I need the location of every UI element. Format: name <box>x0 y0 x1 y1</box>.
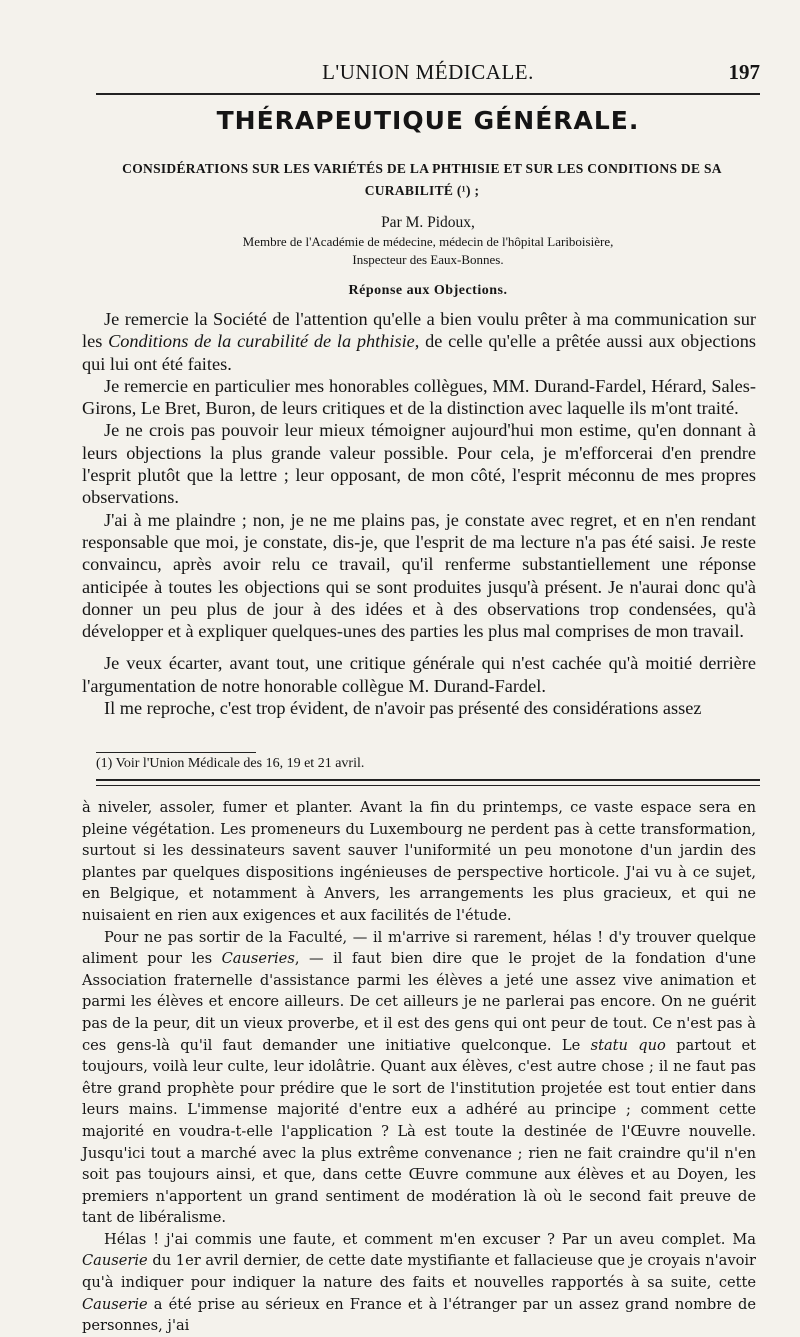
feuilleton-body <box>82 797 756 1337</box>
text-run: du 1er avril dernier, de cette date mystifiante et fallacieuse que je croyais n'avoir qu'à indiquer pour indiquer la nature des faits et nouvelles rapportés à sa suite, cette <box>82 1252 756 1292</box>
italic-title: Conditions de la curabilité de la phthisie <box>108 331 415 352</box>
author-affiliation-2: Inspecteur des Eaux-Bonnes. <box>352 252 504 267</box>
footnote-rule <box>96 752 256 753</box>
article-title-line-1: CONSIDÉRATIONS SUR LES VARIÉTÉS DE LA PHTHISIE ET SUR LES CONDITIONS DE SA <box>122 161 722 176</box>
paragraph: à niveler, assoler, fumer et planter. Avant la fin du printemps, ce vaste espace sera en pleine végétation. Les promeneurs du Luxembourg ne perdent pas à cette transformation, surtout si les dessinateurs savent sauver l'uniformité un peu monotone d'un jardin des plantes par quelques dispositions ingénieuses de perspective horticole. J'ai vu à ce sujet, en Belgique, et notamment à Anvers, les arrangements les plus gracieux, et qui ne nuisaient en rien aux exigences et aux facilités de l'étude. <box>82 799 756 924</box>
author-affiliation-1: Membre de l'Académie de médecine, médecin de l'hôpital Lariboisière, <box>242 234 614 249</box>
byline <box>96 213 760 269</box>
text-run: Pour ne pas sortir de la Faculté, — il m'arrive si rarement, hélas ! d'y trouver quelque aliment pour les <box>82 928 756 968</box>
article-title <box>60 158 784 202</box>
text-run: , — il faut bien dire que le projet de la fondation d'une Association fraternelle d'assistance parmi les élèves a jeté une assez vive animation et parmi les élèves et encore ailleurs. De cet ailleurs je ne parlerai pas encore. On ne guérit pas de la peur, dit un vieux proverbe, et il est des gens qui ont peur de tout. Ce n'est pas à ces gens-là qu'il faut demander une initiative quelconque. Le <box>82 950 756 1054</box>
running-head <box>96 60 760 90</box>
text-run: partout et toujours, voilà leur culte, leur idolâtrie. Quant aux élèves, c'est autre chose ; il ne faut pas être grand prophète pour prédire que le sort de l'institution projetée est tout entier dans leurs mains. L'immense majorité d'entre eux a adhéré au principe ; comment cette majorité en voudra-t-elle l'application ? Là est toute la destinée de l'Œuvre nouvelle. Jusqu'ici tout a marché avec la plus extrême convenance ; rien ne fait craindre qu'il n'en soit pas toujours ainsi, et que, dans cette Œuvre commune aux élèves et au Doyen, les premiers n'apportent un grand sentiment de modération là où le second fait preuve de tant de libéralisme. <box>82 1036 757 1227</box>
paragraph: Je remercie en particulier mes honorables collègues, MM. Durand-Fardel, Hérard, Sales-Girons, Le Bret, Buron, de leurs critiques et de la distinction avec laquelle ils m'ont traité. <box>82 375 756 419</box>
article-title-line-2: CURABILITÉ (¹) ; <box>364 183 480 198</box>
author: Par M. Pidoux, <box>381 214 475 231</box>
running-title: L'UNION MÉDICALE. <box>322 60 534 84</box>
paragraph: Je veux écarter, avant tout, une critique générale qui n'est cachée qu'à moitié derrière l'argumentation de notre honorable collègue M. Durand-Fardel. <box>82 653 756 696</box>
paragraph: Il me reproche, c'est trop évident, de n'avoir pas présenté des considérations assez <box>104 698 702 719</box>
text-run: Hélas ! j'ai commis une faute, et comment m'en excuser ? Par un aveu complet. Ma <box>104 1230 756 1248</box>
article-body <box>82 308 756 719</box>
paragraph <box>82 927 756 1229</box>
paragraph: Je ne crois pas pouvoir leur mieux témoigner aujourd'hui mon estime, qu'en donnant à leurs objections la plus grande valeur possible. Pour cela, je m'efforcerai d'en prendre l'esprit plutôt que la lettre ; leur opposant, de mon côté, l'esprit méconnu de mes propres observations. <box>82 420 756 508</box>
italic-term: Causerie <box>82 1252 148 1270</box>
header-rule <box>96 93 760 95</box>
text-run: Je remercie la Société de l'attention qu'elle a bien voulu prêter à ma communication sur les <box>82 309 756 352</box>
paragraph <box>82 1229 756 1337</box>
section-title: THÉRAPEUTIQUE GÉNÉRALE. <box>216 106 640 135</box>
feuilleton-rule-top <box>96 779 760 781</box>
italic-term: Causerie <box>82 1295 148 1313</box>
italic-term: Causeries <box>221 950 295 968</box>
paragraph <box>82 308 756 375</box>
text-run: a été prise au sérieux en France et à l'étranger par un assez grand nombre de personnes, j'ai <box>82 1295 756 1335</box>
paragraph: J'ai à me plaindre ; non, je ne me plains pas, je constate avec regret, et en n'en rendant responsable que moi, je constate, dis-je, que l'esprit de ma lecture n'a pas été saisi. Je reste convaincu, après avoir relu ce travail, qu'il renferme substantiellement une réponse anticipée à toutes les objections qui se sont produites jusqu'à présent. Je n'aurai donc qu'à donner un peu plus de jour à des idées et à des observations trop condensées, qu'à développer et à expliquer quelques-unes des parties les plus mal comprises de mon travail. <box>82 509 756 642</box>
text-run: , de celle qu'elle a prêtée aussi aux objections qui lui ont été faites. <box>82 331 757 374</box>
feuilleton-rule-bottom <box>96 785 760 786</box>
footnote: (1) Voir l'Union Médicale des 16, 19 et 21 avril. <box>96 756 365 771</box>
page-number: 197 <box>728 60 760 84</box>
italic-term: statu quo <box>590 1036 666 1054</box>
reply-heading: Réponse aux Objections. <box>348 283 508 298</box>
